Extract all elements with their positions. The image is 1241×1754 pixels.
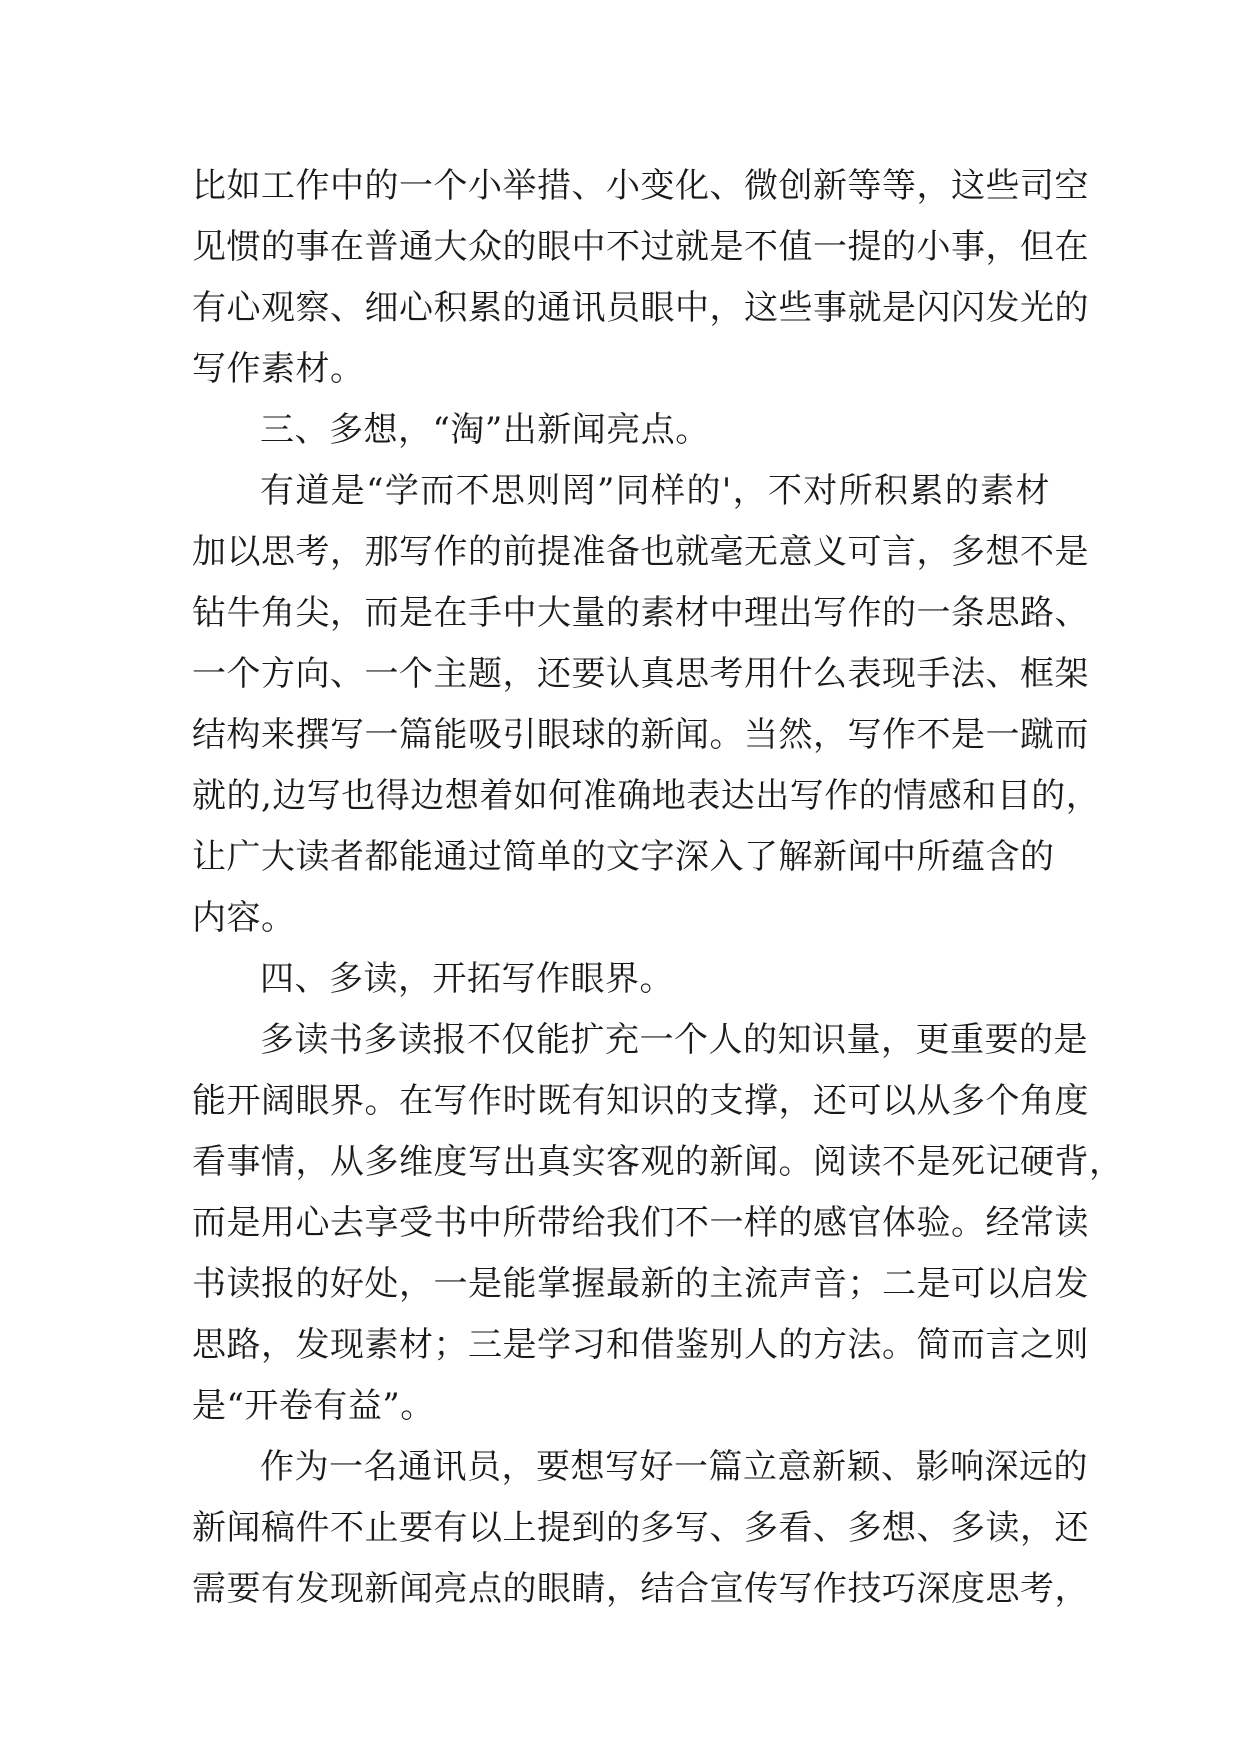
text-line: 是“开卷有益”。: [192, 1386, 435, 1426]
text-line: 内容。: [192, 898, 296, 938]
section-heading-3: 三、多想，“淘”出新闻亮点。: [260, 410, 710, 450]
text-line: 见惯的事在普通大众的眼中不过就是不值一提的小事，但在: [192, 227, 1089, 267]
text-line: 多读书多读报不仅能扩充一个人的知识量，更重要的是: [260, 1020, 1088, 1060]
text-line: 作为一名通讯员，要想写好一篇立意新颖、影响深远的: [260, 1447, 1088, 1487]
text-line: 需要有发现新闻亮点的眼睛，结合宣传写作技巧深度思考，: [192, 1569, 1089, 1609]
text-line: 有心观察、细心积累的通讯员眼中，这些事就是闪闪发光的: [192, 288, 1089, 328]
text-line: 比如工作中的一个小举措、小变化、微创新等等，这些司空: [192, 166, 1089, 206]
text-line: 就的,边写也得边想着如何准确地表达出写作的情感和目的，: [192, 776, 1101, 816]
text-line: 书读报的好处，一是能掌握最新的主流声音；二是可以启发: [192, 1264, 1089, 1304]
text-line: 新闻稿件不止要有以上提到的多写、多看、多想、多读，还: [192, 1508, 1089, 1548]
text-line: 写作素材。: [192, 349, 365, 389]
text-line: 思路，发现素材；三是学习和借鉴别人的方法。简而言之则: [192, 1325, 1089, 1365]
text-line: 看事情，从多维度写出真实客观的新闻。阅读不是死记硬背，: [192, 1142, 1124, 1182]
body-text: [192, 156, 1124, 1620]
text-line: 一个方向、一个主题，还要认真思考用什么表现手法、框架: [192, 654, 1089, 694]
text-line: 让广大读者都能通过简单的文字深入了解新闻中所蕴含的: [192, 837, 1055, 877]
text-line: 而是用心去享受书中所带给我们不一样的感官体验。经常读: [192, 1203, 1089, 1243]
text-line: 能开阔眼界。在写作时既有知识的支撑，还可以从多个角度: [192, 1081, 1089, 1121]
section-heading-4: 四、多读，开拓写作眼界。: [260, 959, 674, 999]
text-line: 加以思考，那写作的前提准备也就毫无意义可言，多想不是: [192, 532, 1089, 572]
text-line: 有道是“学而不思则罔”同样的'，不对所积累的素材: [260, 471, 1050, 511]
text-line: 结构来撰写一篇能吸引眼球的新闻。当然，写作不是一蹴而: [192, 715, 1089, 755]
text-line: 钻牛角尖，而是在手中大量的素材中理出写作的一条思路、: [192, 593, 1089, 633]
